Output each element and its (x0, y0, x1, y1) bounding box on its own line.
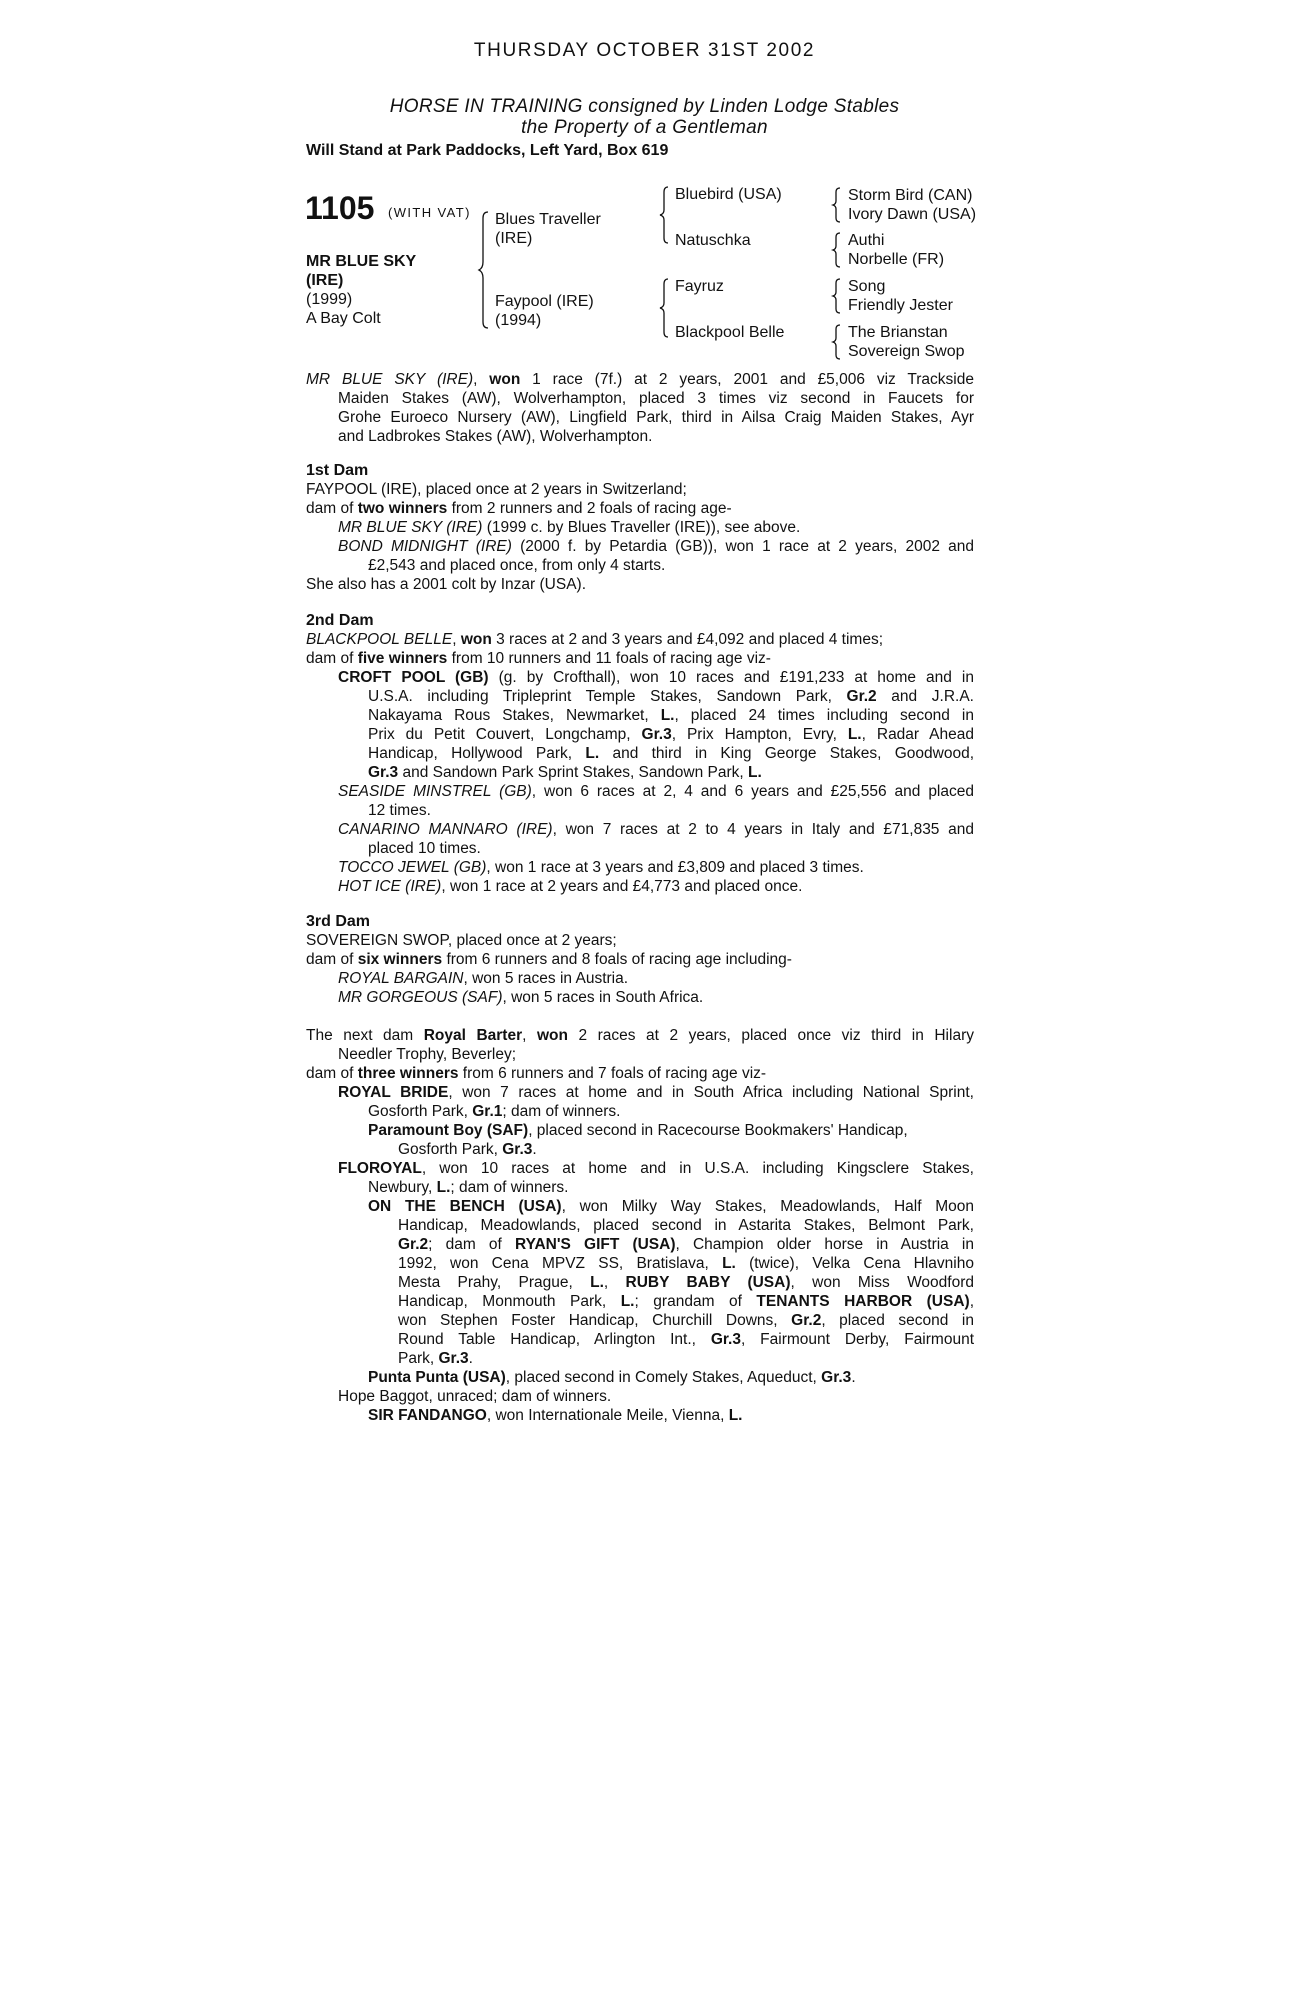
first-dam-line: She also has a 2001 colt by Inzar (USA). (306, 576, 587, 593)
text-run: ; dam of winners. (450, 1179, 569, 1196)
text-run: L. (590, 1274, 604, 1291)
text-run: from 6 runners and 8 foals of racing age including- (442, 951, 792, 968)
text-run: , won 7 races at 2 to 4 years in Italy and £71,835 and (552, 821, 974, 838)
text-run: L. (660, 707, 675, 724)
second-dam-line (368, 687, 974, 706)
text-run: from 10 runners and 11 foals of racing age viz- (447, 650, 771, 667)
pedigree-bracket-dam (659, 278, 675, 338)
text-run: , placed second in Racecourse Bookmakers' Handicap, (528, 1122, 908, 1139)
text-run: ROYAL BRIDE (338, 1084, 449, 1101)
text-run: , won Miss Woodford (790, 1274, 974, 1291)
text-run: CANARINO MANNARO (IRE) (338, 821, 553, 838)
pedigree-bracket-gg-4 (832, 324, 846, 360)
second-dam-line (306, 630, 883, 649)
sire-country: (IRE) (495, 230, 533, 247)
text-run: (twice), Velka Cena Hlavniho (735, 1255, 974, 1272)
text-run: Gr.3 (710, 1331, 741, 1348)
text-run: . (532, 1141, 537, 1158)
text-run: Royal Barter (423, 1027, 523, 1044)
stand-location: Will Stand at Park Paddocks, Left Yard, Box 619 (306, 142, 669, 159)
next-dam-line (368, 1406, 742, 1425)
pedigree-gg-2 (848, 231, 944, 269)
text-run: Paramount Boy (SAF) (368, 1122, 529, 1139)
next-dam-line (338, 1159, 974, 1178)
text-run: SEASIDE MINSTREL (GB) (338, 783, 532, 800)
text-run: , (473, 371, 490, 388)
text-run: ROYAL BARGAIN (338, 970, 464, 987)
text-run: HOT ICE (IRE) (338, 878, 442, 895)
pedigree-gg-3 (848, 277, 953, 315)
text-run: , (452, 631, 461, 648)
second-dam-line: placed 10 times. (368, 840, 481, 857)
text-run: , won 6 races at 2, 4 and 6 years and £25,556 and placed (531, 783, 974, 800)
text-run: Round Table Handicap, Arlington Int., (398, 1331, 711, 1348)
text-run: , won 7 races at home and in South Africa including National Sprint, (448, 1084, 974, 1101)
next-dam-line (368, 1121, 908, 1140)
text-run: L. (585, 745, 600, 762)
next-dam-line (368, 1197, 974, 1216)
text-run: Gosforth Park, (368, 1103, 473, 1120)
pedigree-gg-1 (848, 186, 976, 224)
text-run: 2 races at 2 years, placed once viz third in Hilary (567, 1027, 974, 1044)
pedigree-sire-dam: Natuschka (675, 232, 751, 249)
text-run: dam of (306, 650, 358, 667)
horse-name-line-1: MR BLUE SKY (306, 253, 417, 270)
text-run: ; dam of winners. (502, 1103, 621, 1120)
pedigree-bracket-main (478, 210, 498, 330)
next-dam-line (306, 1064, 766, 1083)
text-run: dam of (306, 500, 358, 517)
pedigree-gg-4 (848, 323, 965, 361)
third-dam-line (338, 988, 703, 1007)
first-dam-line: FAYPOOL (IRE), placed once at 2 years in Switzerland; (306, 481, 687, 498)
second-dam-line: 12 times. (368, 802, 431, 819)
text-run: two winners (357, 500, 448, 517)
race-record-line: and Ladbrokes Stakes (AW), Wolverhampton. (338, 428, 653, 445)
consignor-line-2: the Property of a Gentleman (521, 117, 768, 138)
horse-name (306, 252, 416, 290)
text-run: BOND MIDNIGHT (IRE) (338, 538, 512, 555)
second-dam-line (306, 649, 771, 668)
gg-name: Friendly Jester (848, 297, 953, 314)
text-run: Punta Punta (USA) (368, 1369, 506, 1386)
text-run: Gr.3 (641, 726, 672, 743)
text-run: Gr.2 (398, 1236, 429, 1253)
text-run: and J.R.A. (876, 688, 974, 705)
race-record-line (306, 370, 974, 389)
text-run: The next dam (306, 1027, 424, 1044)
next-dam-line (398, 1330, 974, 1349)
text-run: Gr.3 (821, 1369, 852, 1386)
text-run: (2000 f. by Petardia (GB)), won 1 race at 2 years, 2002 and (511, 538, 974, 555)
next-dam-line (338, 1083, 974, 1102)
next-dam-line: Handicap, Meadowlands, placed second in Astarita Stakes, Belmont Park, (398, 1217, 974, 1234)
text-run: L. (722, 1255, 736, 1272)
text-run: six winners (357, 951, 443, 968)
next-dam-line (306, 1026, 974, 1045)
next-dam-line (368, 1178, 568, 1197)
third-dam-line (338, 969, 628, 988)
text-run: , (969, 1293, 975, 1310)
lot-number: 1105 (305, 190, 375, 226)
text-run: won (460, 631, 492, 648)
pedigree-bracket-gg-3 (832, 278, 846, 314)
pedigree-sire-sire: Bluebird (USA) (675, 186, 782, 203)
text-run: RUBY BABY (USA) (625, 1274, 791, 1291)
text-run: Gr.3 (368, 764, 399, 781)
pedigree-notes (306, 370, 974, 1430)
text-run: , placed 24 times including second in (674, 707, 974, 724)
text-run: Prix du Petit Couvert, Longchamp, (368, 726, 642, 743)
text-run: , won 1 race at 2 years and £4,773 and placed once. (441, 878, 803, 895)
next-dam-line: Hope Baggot, unraced; dam of winners. (338, 1388, 612, 1405)
text-run: . (851, 1369, 856, 1386)
second-dam-heading: 2nd Dam (306, 612, 374, 629)
text-run: , won 5 races in Austria. (463, 970, 629, 987)
text-run: , won 5 races in South Africa. (502, 989, 704, 1006)
text-run: , placed second in (821, 1312, 974, 1329)
second-dam-line (338, 858, 864, 877)
text-run: L. (747, 764, 762, 781)
text-run: five winners (357, 650, 448, 667)
text-run: Mesta Prahy, Prague, (398, 1274, 591, 1291)
next-dam-line (398, 1235, 974, 1254)
race-record-line: Maiden Stakes (AW), Wolverhampton, placed 3 times viz second in Faucets for (338, 390, 974, 407)
text-run: , (522, 1027, 537, 1044)
text-run: SIR FANDANGO (368, 1407, 487, 1424)
pedigree-bracket-gg-1 (832, 187, 846, 223)
text-run: and third in King George Stakes, Goodwood, (599, 745, 974, 762)
text-run: , Radar Ahead (861, 726, 974, 743)
text-run: won Stephen Foster Handicap, Churchill Downs, (398, 1312, 792, 1329)
pedigree-sire (495, 210, 601, 248)
second-dam-line (368, 744, 974, 763)
text-run: 1992, won Cena MPVZ SS, Bratislava, (398, 1255, 723, 1272)
pedigree-bracket-sire (659, 186, 675, 244)
gg-name: Sovereign Swop (848, 343, 965, 360)
gg-name: Song (848, 278, 886, 295)
third-dam-line: SOVEREIGN SWOP, placed once at 2 years; (306, 932, 617, 949)
text-run: Handicap, Monmouth Park, (398, 1293, 621, 1310)
text-run: won (536, 1027, 568, 1044)
text-run: BLACKPOOL BELLE (306, 631, 453, 648)
text-run: won (489, 371, 521, 388)
text-run: Gr.2 (791, 1312, 822, 1329)
text-run: TENANTS HARBOR (USA) (756, 1293, 970, 1310)
horse-details (306, 290, 381, 328)
text-run: (1999 c. by Blues Traveller (IRE)), see above. (482, 519, 801, 536)
third-dam-line (306, 950, 792, 969)
text-run: L. (728, 1407, 743, 1424)
horse-name-line-2: (IRE) (306, 272, 344, 289)
text-run: dam of (306, 1065, 358, 1082)
text-run: TOCCO JEWEL (GB) (338, 859, 487, 876)
text-run: , won 10 races at home and in U.S.A. including Kingsclere Stakes, (421, 1160, 974, 1177)
text-run: CROFT POOL (GB) (338, 669, 489, 686)
gg-name: Storm Bird (CAN) (848, 187, 973, 204)
next-dam-line (398, 1140, 537, 1159)
sale-date: THURSDAY OCTOBER 31ST 2002 (473, 40, 816, 61)
vat-note: (WITH VAT) (388, 205, 471, 220)
second-dam-line (338, 782, 974, 801)
gg-name: Ivory Dawn (USA) (848, 206, 977, 223)
second-dam-line (368, 706, 974, 725)
gg-name: Authi (848, 232, 885, 249)
text-run: , Fairmount Derby, Fairmount (741, 1331, 974, 1348)
text-run: dam of (306, 951, 358, 968)
first-dam-line (338, 537, 974, 556)
sire-name: Blues Traveller (495, 211, 601, 228)
text-run: Handicap, Hollywood Park, (368, 745, 586, 762)
text-run: , won 1 race at 3 years and £3,809 and placed 3 times. (486, 859, 864, 876)
text-run: , won Internationale Meile, Vienna, (486, 1407, 729, 1424)
text-run: Gr.1 (472, 1103, 503, 1120)
third-dam-heading: 3rd Dam (306, 913, 371, 930)
horse-description: A Bay Colt (306, 310, 381, 327)
second-dam-line (368, 763, 762, 782)
text-run: RYAN'S GIFT (USA) (514, 1236, 676, 1253)
next-dam-line (398, 1311, 974, 1330)
text-run: Nakayama Rous Stakes, Newmarket, (368, 707, 661, 724)
text-run: 1 race (7f.) at 2 years, 2001 and £5,006 viz Trackside (520, 371, 974, 388)
text-run: and Sandown Park Sprint Stakes, Sandown Park, (398, 764, 748, 781)
next-dam-line (398, 1273, 974, 1292)
text-run: Newbury, (368, 1179, 437, 1196)
text-run: (g. by Crofthall), won 10 races and £191,233 at home and in (488, 669, 974, 686)
text-run: L. (620, 1293, 635, 1310)
second-dam-line (338, 668, 974, 687)
dam-year: (1994) (495, 312, 542, 329)
text-run: from 2 runners and 2 foals of racing age- (447, 500, 732, 517)
pedigree-bracket-gg-2 (832, 232, 846, 268)
gg-name: Norbelle (FR) (848, 251, 945, 268)
consignor-heading (0, 96, 1289, 138)
text-run: Gr.2 (846, 688, 877, 705)
text-run: FLOROYAL (338, 1160, 422, 1177)
text-run: Park, (398, 1350, 439, 1367)
horse-name-ref: MR BLUE SKY (IRE) (306, 371, 474, 388)
next-dam-line (398, 1292, 974, 1311)
first-dam-line (306, 499, 732, 518)
text-run: , Prix Hampton, Evry, (671, 726, 848, 743)
text-run: , placed second in Comely Stakes, Aqueduct, (505, 1369, 822, 1386)
text-run: Gr.3 (438, 1350, 469, 1367)
pedigree-dam-dam: Blackpool Belle (675, 324, 785, 341)
text-run: Gosforth Park, (398, 1141, 503, 1158)
next-dam-line (398, 1254, 974, 1273)
consignor-line-1: HORSE IN TRAINING consigned by Linden Lodge Stables (389, 96, 900, 117)
race-record-line: Grohe Euroeco Nursery (AW), Lingfield Park, third in Ailsa Craig Maiden Stakes, Ayr (338, 409, 974, 426)
text-run: three winners (357, 1065, 459, 1082)
first-dam-line: £2,543 and placed once, from only 4 starts. (368, 557, 666, 574)
text-run: L. (847, 726, 862, 743)
next-dam-line (368, 1368, 856, 1387)
text-run: from 6 runners and 7 foals of racing age viz- (458, 1065, 767, 1082)
dam-name: Faypool (IRE) (495, 293, 594, 310)
pedigree-dam (495, 292, 594, 330)
foaling-year: (1999) (306, 291, 353, 308)
pedigree-dam-sire: Fayruz (675, 278, 724, 295)
gg-name: The Brianstan (848, 324, 948, 341)
next-dam-line (398, 1349, 473, 1368)
text-run: Gr.3 (502, 1141, 533, 1158)
text-run: ON THE BENCH (USA) (368, 1198, 562, 1215)
next-dam-line: Needler Trophy, Beverley; (338, 1046, 517, 1063)
text-run: , (603, 1274, 626, 1291)
text-run: U.S.A. including Tripleprint Temple Stakes, Sandown Park, (368, 688, 847, 705)
text-run: MR BLUE SKY (IRE) (338, 519, 483, 536)
text-run: , won Milky Way Stakes, Meadowlands, Half Moon (561, 1198, 974, 1215)
first-dam-line (338, 518, 800, 537)
text-run: . (468, 1350, 473, 1367)
next-dam-line (368, 1102, 620, 1121)
second-dam-line (338, 877, 802, 896)
text-run: , Champion older horse in Austria in (675, 1236, 974, 1253)
text-run: ; dam of (428, 1236, 515, 1253)
first-dam-heading: 1st Dam (306, 462, 369, 479)
text-run: ; grandam of (634, 1293, 757, 1310)
text-run: MR GORGEOUS (SAF) (338, 989, 503, 1006)
second-dam-line (368, 725, 974, 744)
second-dam-line (338, 820, 974, 839)
text-run: L. (436, 1179, 451, 1196)
text-run: 3 races at 2 and 3 years and £4,092 and placed 4 times; (491, 631, 884, 648)
